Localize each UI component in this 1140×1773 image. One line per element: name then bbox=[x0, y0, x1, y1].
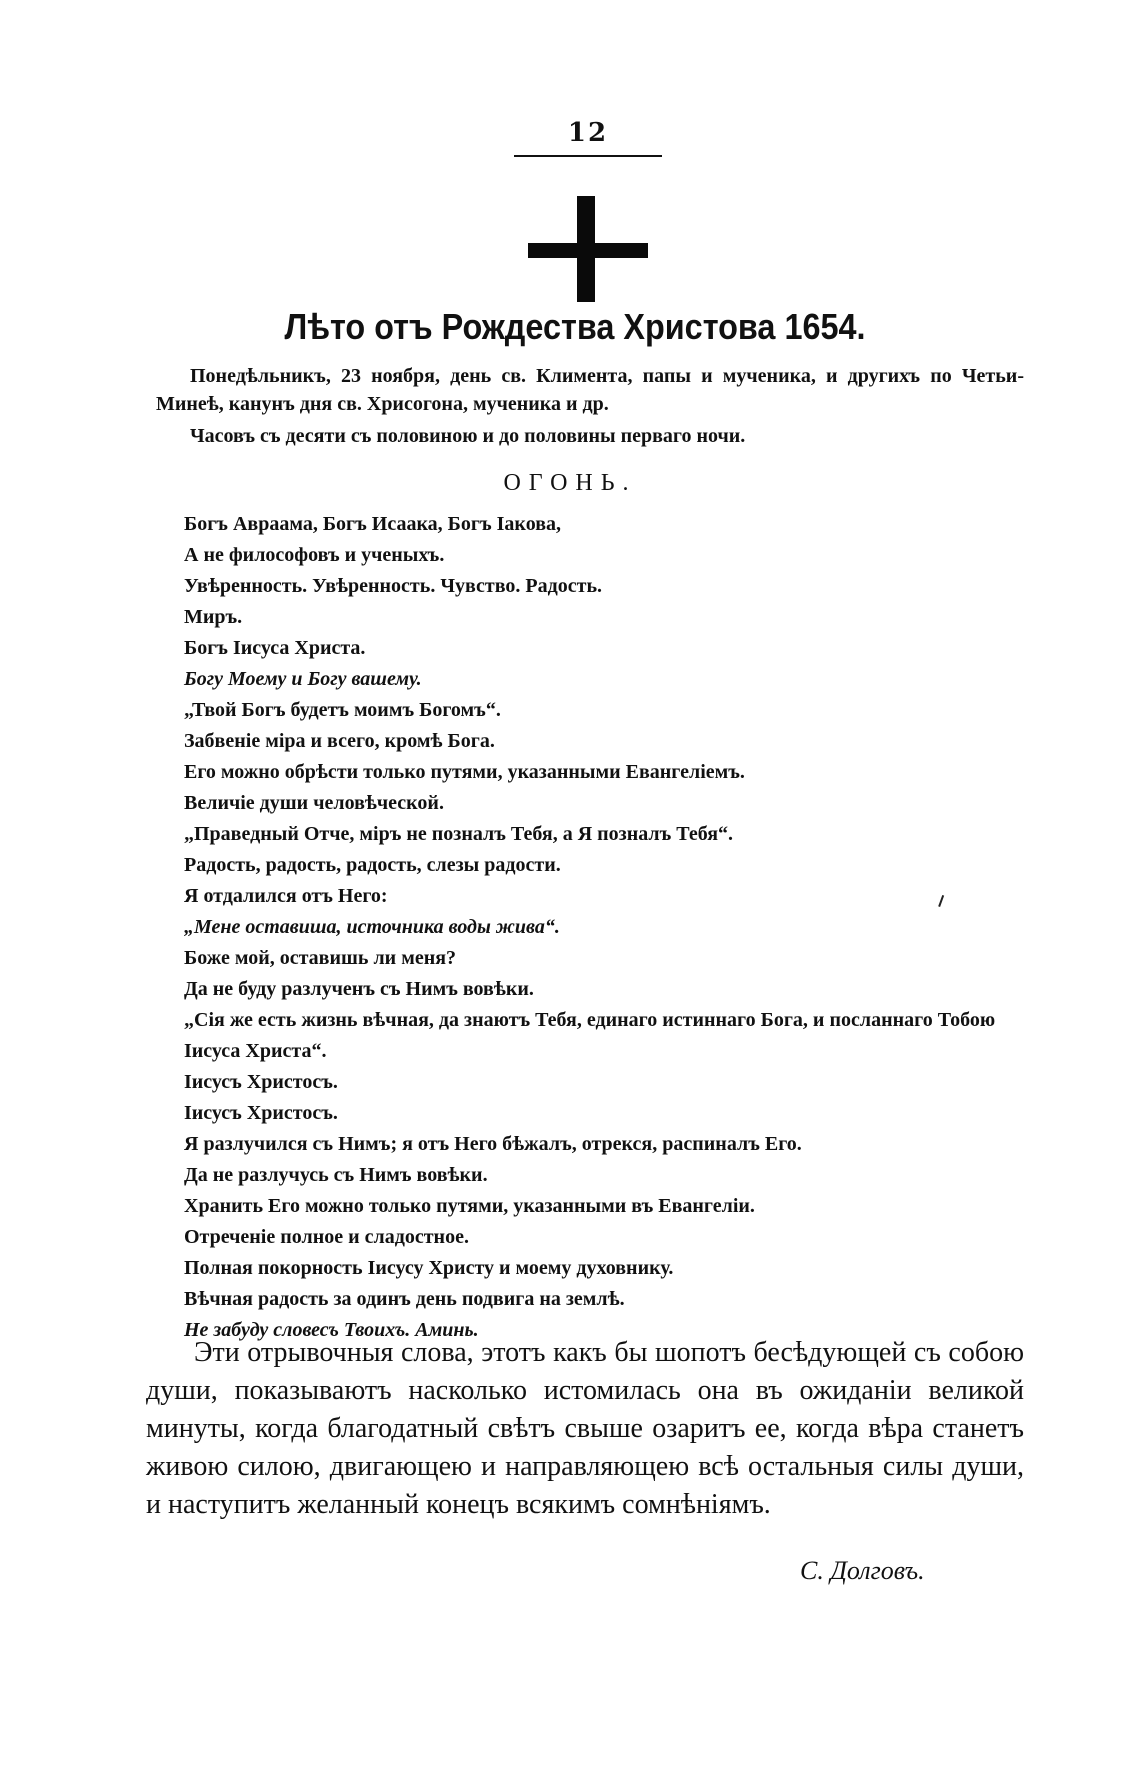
poem-line: Отреченіе полное и сладостное. bbox=[184, 1226, 469, 1248]
poem-line: Миръ. bbox=[184, 606, 243, 628]
intro-block bbox=[156, 362, 1024, 450]
poem-line: Богъ Авраама, Богъ Исаака, Богъ Іакова, bbox=[184, 513, 561, 535]
poem-line: Забвеніе міра и всего, кромѣ Бога. bbox=[184, 730, 495, 752]
poem-line: Да не буду разлученъ съ Нимъ вовѣки. bbox=[184, 978, 534, 1000]
commentary-paragraph: Эти отрывочныя слова, этотъ какъ бы шопотъ бесѣдующей съ собою души, показываютъ насколько истомилась она въ ожиданіи великой минуты, когда благодатный свѣтъ свыше озаритъ ее, когда вѣра станетъ живою силою, двигающею и направляющею всѣ остальныя силы души, и наступитъ желанный конецъ всякимъ сомнѣніямъ. bbox=[146, 1337, 1024, 1520]
section-heading: ОГОНЬ. bbox=[503, 470, 637, 496]
poem-line: „Праведный Отче, міръ не позналъ Тебя, а Я позналъ Тебя“. bbox=[184, 823, 734, 845]
poem-line-italic: Богу Моему и Богу вашему. bbox=[184, 668, 422, 690]
poem-line-italic: Не забуду словесъ Твоихъ. Аминь. bbox=[184, 1319, 479, 1341]
page-number: 12 bbox=[567, 118, 609, 148]
poem-line: А не философовъ и ученыхъ. bbox=[184, 544, 445, 566]
intro-paragraph-time: Часовъ съ десяти съ половиною и до половины перваго ночи. bbox=[190, 425, 746, 447]
poem-line: Я разлучился съ Нимъ; я отъ Него бѣжалъ, отрекся, распиналъ Его. bbox=[184, 1133, 802, 1155]
poem-line: Его можно обрѣсти только путями, указанными Евангеліемъ. bbox=[184, 761, 745, 783]
poem-line: Хранить Его можно только путями, указанными въ Евангеліи. bbox=[184, 1195, 755, 1217]
poem-line: Величіе души человѣческой. bbox=[184, 792, 444, 814]
poem-line: Вѣчная радость за одинъ день подвига на землѣ. bbox=[184, 1288, 625, 1310]
cross-horizontal-bar bbox=[528, 243, 648, 258]
poem-line: „Твой Богъ будетъ моимъ Богомъ“. bbox=[184, 699, 501, 721]
poem-line: Увѣренность. Увѣренность. Чувство. Радость. bbox=[184, 575, 603, 597]
poem-line: Іисусъ Христосъ. bbox=[184, 1071, 338, 1093]
poem-line: Я отдалился отъ Него: bbox=[184, 885, 388, 907]
poem-line: Полная покорность Іисусу Христу и моему духовнику. bbox=[184, 1257, 674, 1279]
poem-line-wrapped: „Сія же есть жизнь вѣчная, да знаютъ Тебя, единаго истиннаго Бога, и посланнаго Тобою Іисуса Христа“. bbox=[184, 1009, 996, 1062]
author-signature: С. Долговъ. bbox=[800, 1556, 925, 1585]
poem-line: Радость, радость, радость, слезы радости. bbox=[184, 854, 561, 876]
intro-paragraph-date: Понедѣльникъ, 23 ноября, день св. Климента, папы и мученика, и другихъ по Четьи-Минеѣ, канунъ дня св. Хрисогона, мученика и др. bbox=[156, 365, 1024, 415]
page-title: Лѣто отъ Рождества Христова 1654. bbox=[284, 306, 866, 347]
cross-icon bbox=[528, 196, 648, 302]
page-number-rule bbox=[514, 155, 662, 157]
poem-line-italic: „Мене оставиша, источника воды жива“. bbox=[184, 916, 560, 938]
poem-line: Іисусъ Христосъ. bbox=[184, 1102, 338, 1124]
poem-line: Да не разлучусь съ Нимъ вовѣки. bbox=[184, 1164, 488, 1186]
poem-line: Богъ Іисуса Христа. bbox=[184, 637, 366, 659]
poem-line: Боже мой, оставишь ли меня? bbox=[184, 947, 457, 969]
memorial-text bbox=[184, 509, 1024, 1346]
